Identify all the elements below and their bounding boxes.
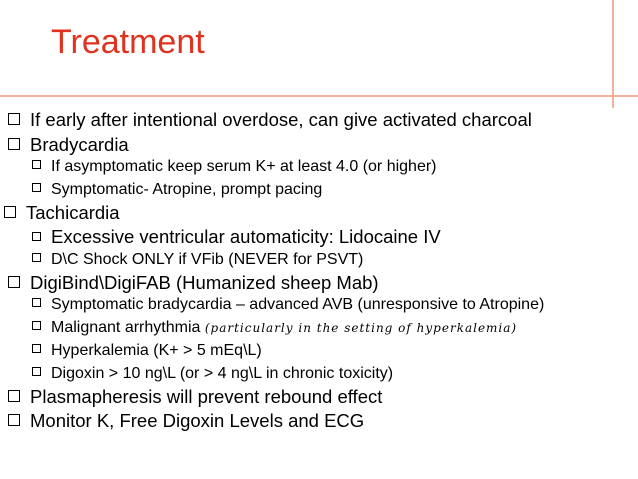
hollow-square-bullet-icon: [8, 390, 20, 402]
decorative-vertical-line: [612, 0, 614, 108]
bullet-item: [8, 412, 364, 431]
bullet-text: Excessive ventricular automaticity: Lidocaine IV: [51, 226, 441, 247]
sub-bullet-item: [32, 297, 544, 313]
bullet-text: D\C Shock ONLY if VFib (NEVER for PSVT): [51, 251, 364, 268]
bullet-text: Malignant arrhythmia: [51, 319, 205, 336]
bullet-note: (particularly in the setting of hyperkalemia): [204, 321, 518, 335]
bullet-text: Tachicardia: [26, 202, 120, 223]
hollow-square-bullet-icon: [32, 344, 41, 353]
bullet-item: [8, 136, 129, 155]
bullet-item: [8, 388, 382, 407]
bullet-text: Hyperkalemia (K+ > 5 mEq\L): [51, 342, 262, 359]
sub-bullet-item: [32, 228, 441, 247]
hollow-square-bullet-icon: [32, 298, 41, 307]
sub-bullet-item: [32, 252, 363, 268]
slide-title: Treatment: [51, 23, 205, 61]
bullet-text: Digoxin > 10 ng\L (or > 4 ng\L in chronic toxicity): [51, 365, 394, 382]
bullet-text: Symptomatic- Atropine, prompt pacing: [51, 181, 323, 198]
bullet-item: [4, 204, 120, 223]
bullet-text: Plasmapheresis will prevent rebound effect: [30, 386, 383, 407]
sub-bullet-item: [32, 182, 322, 198]
bullet-text: If early after intentional overdose, can give activated charcoal: [30, 109, 532, 130]
hollow-square-bullet-icon: [32, 183, 41, 192]
bullet-item: [8, 274, 379, 293]
hollow-square-bullet-icon: [8, 113, 20, 125]
sub-bullet-item: [32, 343, 262, 359]
hollow-square-bullet-icon: [8, 414, 20, 426]
hollow-square-bullet-icon: [32, 253, 41, 262]
bullet-text: DigiBind\DigiFAB (Humanized sheep Mab): [30, 272, 379, 293]
hollow-square-bullet-icon: [8, 276, 20, 288]
bullet-text: Bradycardia: [30, 134, 129, 155]
bullet-text: Monitor K, Free Digoxin Levels and ECG: [30, 410, 365, 431]
sub-bullet-item: [32, 320, 517, 336]
hollow-square-bullet-icon: [32, 160, 41, 169]
sub-bullet-item: [32, 366, 393, 382]
bullet-text: If asymptomatic keep serum K+ at least 4.0 (or higher): [51, 158, 437, 175]
decorative-horizontal-line: [0, 95, 638, 97]
bullet-text: Symptomatic bradycardia – advanced AVB (unresponsive to Atropine): [51, 296, 545, 313]
bullet-item: [8, 111, 532, 130]
hollow-square-bullet-icon: [32, 321, 41, 330]
hollow-square-bullet-icon: [32, 367, 41, 376]
hollow-square-bullet-icon: [8, 138, 20, 150]
hollow-square-bullet-icon: [32, 232, 41, 241]
sub-bullet-item: [32, 159, 437, 175]
hollow-square-bullet-icon: [4, 206, 16, 218]
